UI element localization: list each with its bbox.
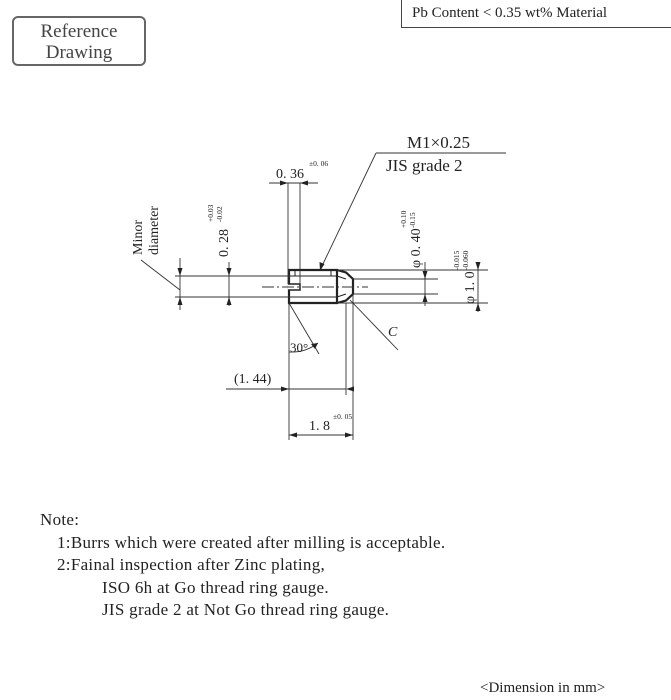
slot-width-value: 0. 36 [276,167,304,182]
reference-label-line1: Reference [40,21,118,42]
major-dim-tol-lower: -0.060 [461,250,470,270]
ref-length-value: (1. 44) [234,372,272,387]
material-note-text: Pb Content < 0.35 wt% Material [412,5,608,21]
minor-diameter-leader [141,258,290,310]
slot-width-tol: ±0. 06 [309,159,329,168]
dimension-unit: <Dimension in mm> [480,680,606,696]
notes-block [40,509,445,622]
major-dim-tol-upper: -0.015 [452,250,461,270]
note-item-2: 2:Fainal inspection after Zinc plating, [57,555,326,574]
thread-spec: M1×0.25 [407,133,470,152]
point-dim-value: φ 0. 40 [409,228,424,268]
slot-width-dim [269,183,318,284]
minor-dim-value: 0. 28 [217,229,232,257]
total-length-tol: ±0. 05 [333,412,353,421]
major-dim-value: φ 1. 0 [463,271,478,304]
reference-label-line2: Drawing [45,42,113,63]
minor-label-2: diameter [147,206,162,255]
notes-title: Note: [40,510,80,529]
chamfer-label: C [388,325,398,340]
minor-dim-tol-lower: -0.02 [215,206,224,222]
point-dim-tol-lower: -0.15 [408,212,417,228]
thread-grade: JIS grade 2 [386,156,463,175]
minor-label-1: Minor [131,220,146,255]
note-item-2a: ISO 6h at Go thread ring gauge. [102,577,329,597]
point-dim-tol-upper: +0.10 [399,210,408,228]
angle-label: 30° [290,340,309,355]
note-item-2b: JIS grade 2 at Not Go thread ring gauge. [102,600,390,619]
angle-arrows [311,343,318,349]
minor-dim-tol-upper: +0.03 [206,204,215,222]
minor-diameter-label [131,206,162,255]
note-item-1: 1:Burrs which were created after milling is acceptable. [57,532,446,552]
total-length-value: 1. 8 [309,419,330,434]
